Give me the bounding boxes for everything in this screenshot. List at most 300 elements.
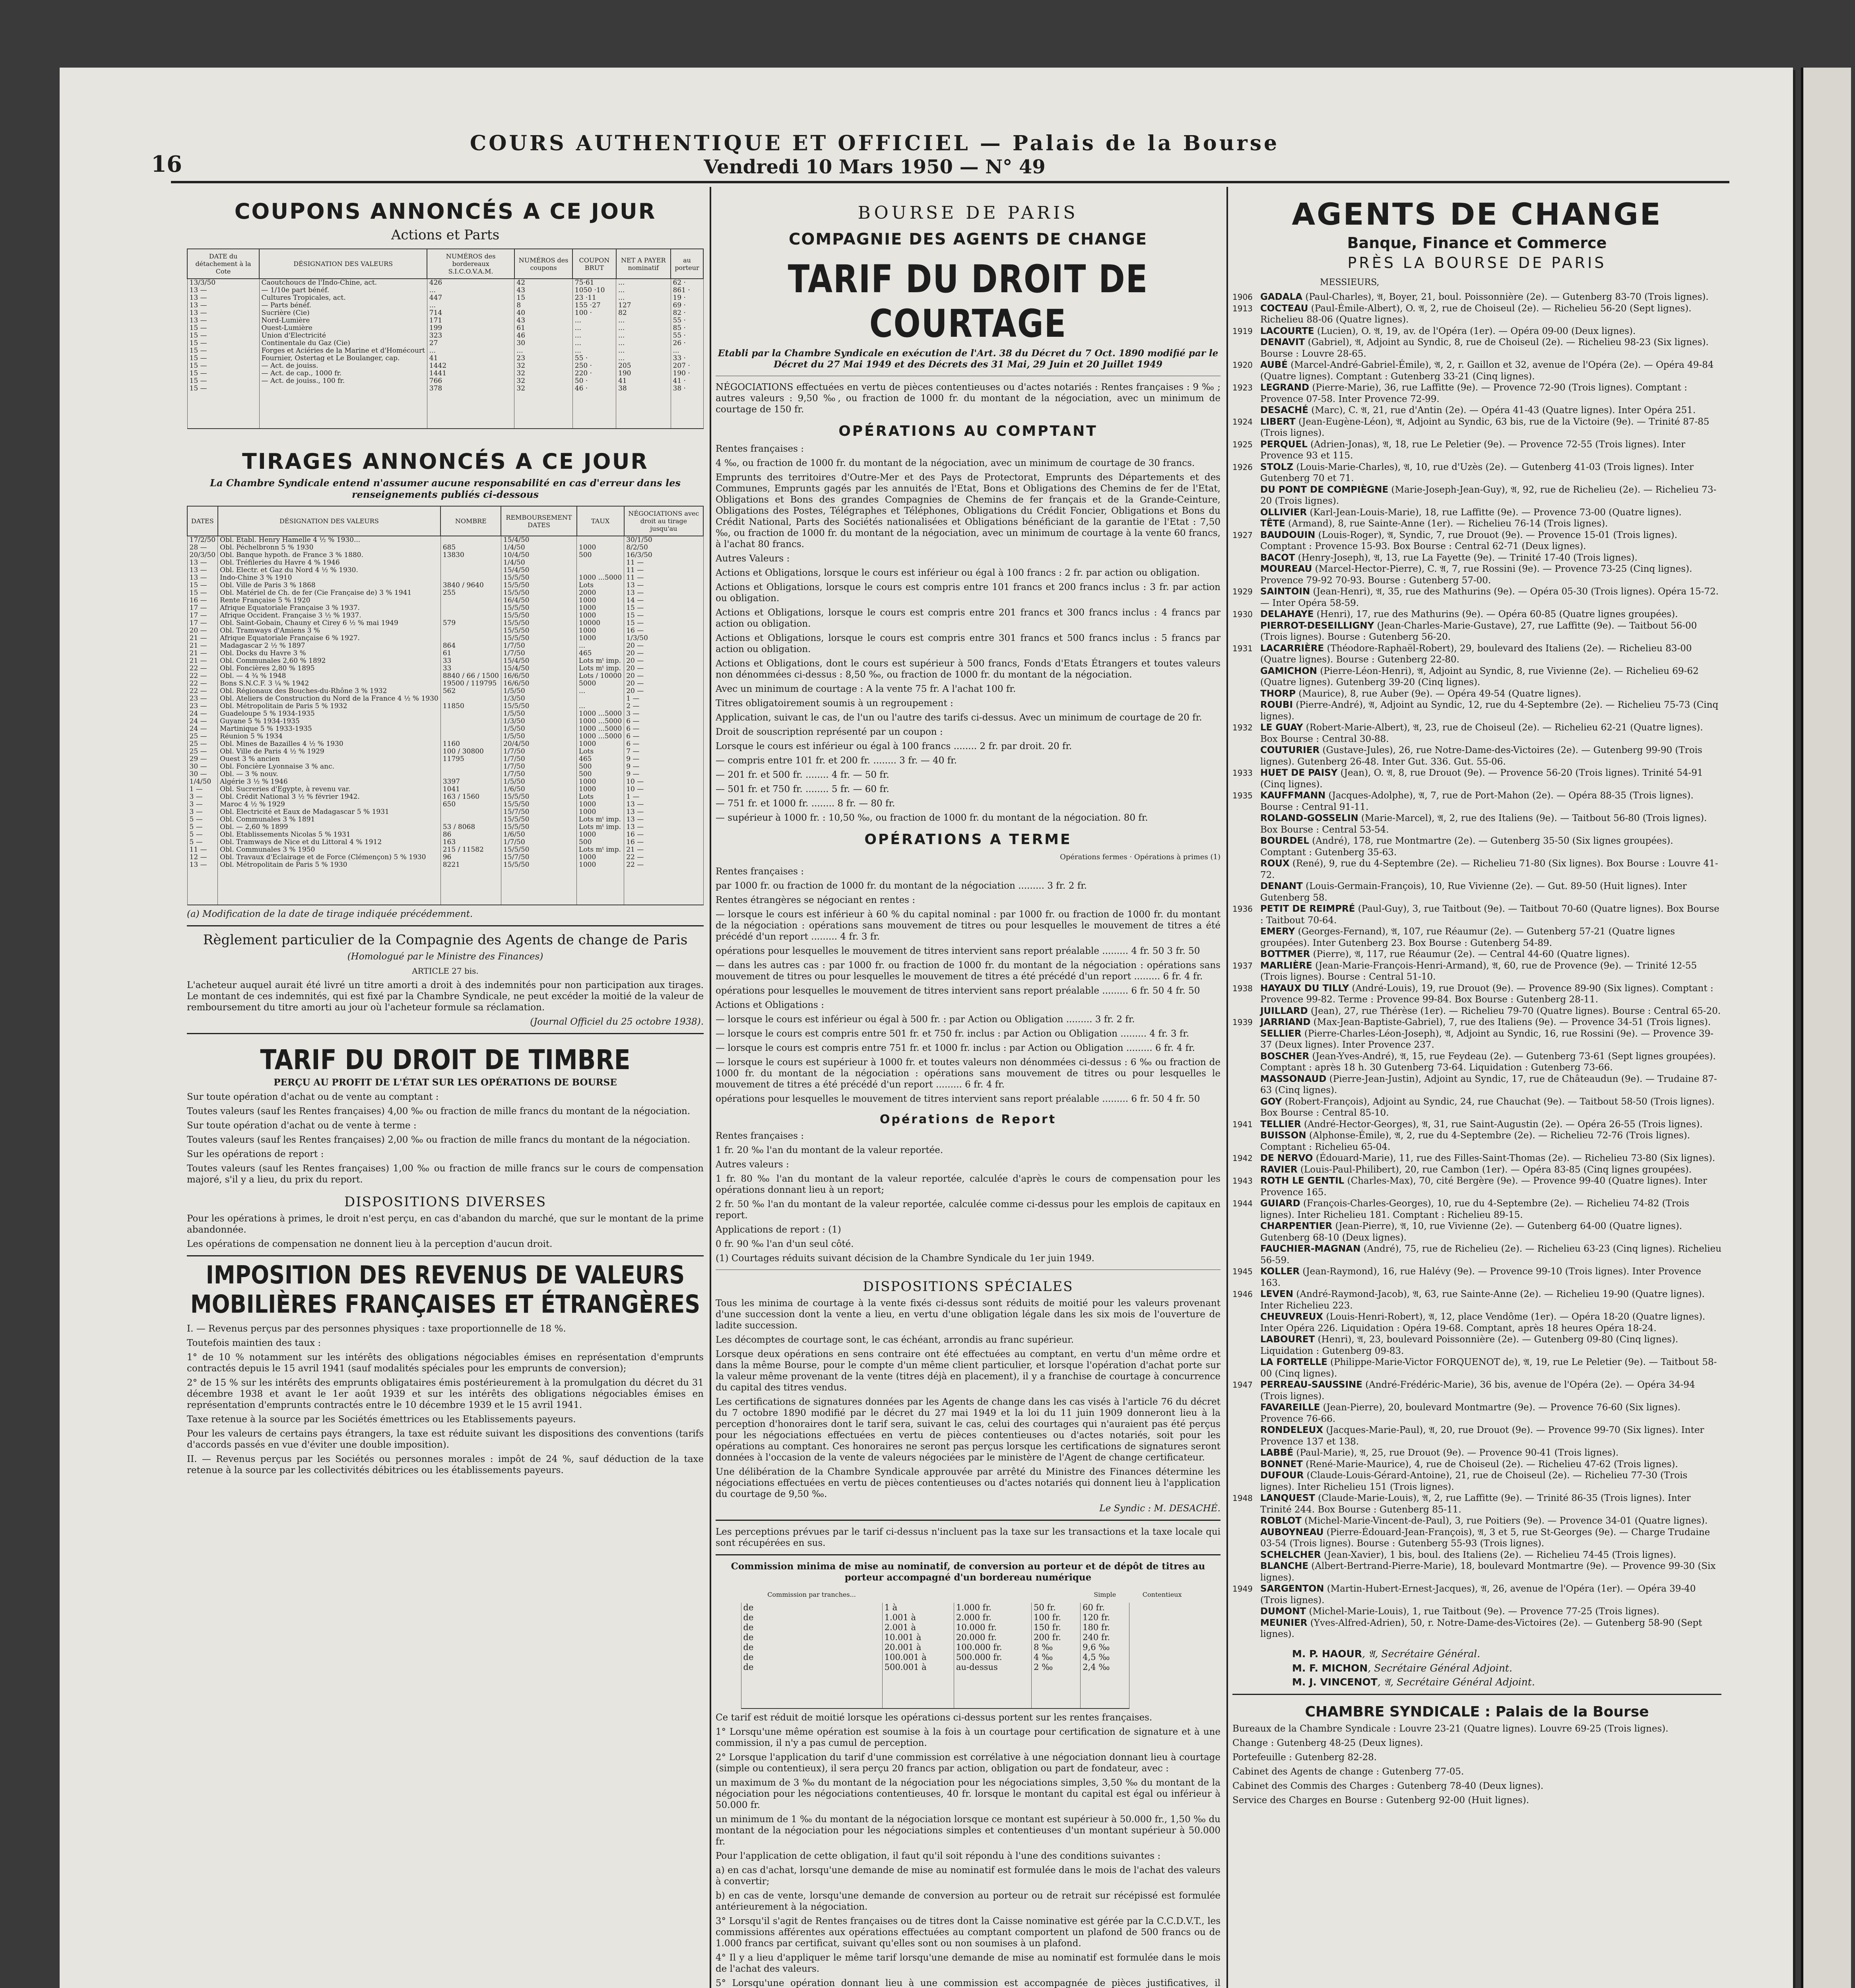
- tirages-cell: 11 —: [187, 846, 218, 854]
- tirages-cell: 15 —: [187, 582, 218, 589]
- tirages-cell: 96: [440, 854, 501, 861]
- commission-cell: 2.000 fr.: [954, 1613, 1031, 1623]
- tirages-cell: 1160: [440, 740, 501, 748]
- agent-name: LEGRAND: [1260, 382, 1310, 393]
- agent-entry: [1232, 790, 1721, 813]
- agent-entry: [1232, 1379, 1721, 1402]
- tirages-cell: Obl. — 3 % nouv.: [218, 771, 441, 778]
- coupons-cell: 23 ·11: [572, 294, 616, 302]
- tirages-cell: 21 —: [187, 650, 218, 657]
- tirages-cell: 15 —: [624, 604, 703, 612]
- agent-details: (Karl-Jean-Louis-Marie), 18, rue Laffitte (9e). — Provence 73-00 (Quatre lignes).: [1310, 507, 1682, 518]
- agent-name: LACOURTE: [1260, 326, 1314, 336]
- agent-details: (Pierre-Jean-Justin), Adjoint au Syndic, 17, rue de Châteaudun (9e). — Trudaine 87-63 (Cinq lignes).: [1260, 1074, 1717, 1095]
- coupons-cell: 41: [427, 355, 514, 362]
- agent-entry: [1232, 1515, 1721, 1527]
- tirages-cell: 13 —: [624, 582, 703, 589]
- tirages-cell: 3 —: [624, 710, 703, 718]
- tirages-cell: Obl. Etabl. Henry Hamelle 4 ½ % 1930...: [218, 536, 441, 544]
- tirages-cell: 21 —: [624, 846, 703, 854]
- tirages-cell: [440, 627, 501, 635]
- middle-column: BOURSE DE PARIS COMPAGNIE DES AGENTS DE CHANGE TARIF DU DROIT DE COURTAGE Etabli par la Chambre Syndicale en exécution de l'Art. 38 du Décret du 7 Oct. 1890 modifié par le Décret du 27 Mai 1949 et des Décrets des 31 Mai, 29 Juin et 20 Juillet 1949 NÉGOCIATIONS effectuées en vertu de pièces contentieuses ou d'actes notariés : Rentes françaises : 9 ‰ ; autres valeurs : 9,50 ‰, ou fraction de 1000 fr. du montant de la négociation, avec un minimum de courtage de 150 fr. OPÉRATIONS AU COMPTANT Rentes françaises : 4 ‰, ou fraction de 1000 fr. du montant de la négociation, avec un minimum de courtage de 30 francs. Emprunts des territoires d'Outre-Mer et des Pays de Protectorat, Emprunts des Départements et des Communes, Emprunts gagés par les annuités de l'Etat, Bons et Obligations des Chemins de fer de l'Etat, Obligations et Bons des grandes Compagnies de Chemins de fer français et de la Grande-Ceinture, Obligations des Postes, Télégraphes et Téléphones, Obligations du Crédit Foncier, Obligations et Bons du Crédit National, Parts des Sociétés nationalisées et Obligations bénéficiant de la garantie de l'Etat : 7,50 ‰, ou fraction de 1000 fr. du montant de la négociation, avec un minimum de courtage à la vente 60 francs, à l'achat 80 francs. Autres Valeurs : Actions et Obligations, lorsque le cours est inférieur ou égal à 100 francs : 2 fr. par action ou obligation. Actions et Obligations, lorsque le cours est compris entre 101 francs et 200 francs inclus : 3 fr. par action ou obligation. Actions et Obligations, lorsque le cours est compris entre 201 francs et 300 francs inclus : 4 francs par action ou obligation. Actions et Obligations, lorsque le cours est compris entre 301 francs et 500 francs inclus : 5 francs par action ou obligation. Actions et Obligations, dont le cours est supérieur à 500 francs, Fonds d'Etats Étrangers et toutes valeurs non dénommées ci-dessus : 8,50 ‰, ou fraction de 1000 fr. du montant de la négociation. Avec un minimum de courtage : A la vente 75 fr. A l'achat 100 fr. Titres obligatoirement soumis à un regroupement : Application, suivant le cas, de l'un ou l'autre des tarifs ci-dessus. Avec un minimum de courtage de 20 fr. Droit de souscription représenté par un coupon : Lorsque le cours est inférieur ou égal à 100 francs ........ 2 fr. par droit. 20 fr. — compris entre 101 fr. et 200 fr. ........ 3 fr. — 40 fr. — 201 fr. et 500 fr. ........ 4 fr. — 50 fr. — 501 fr. et 750 fr. ........ 5 fr. — 60 fr. — 751 fr. et 1000 fr. ........ 8 fr. — 80 fr. — supérieur à 1000 fr. : 10,50 ‰, ou fraction de 1000 fr. du montant de la négociation. 80 fr. OPÉRATIONS A TERME Opérations fermes · Opérations à primes (1) Rentes françaises : par 1000 fr. ou fraction de 1000 fr. du montant de la négociation ......... 3 fr. 2 fr. Rentes étrangères se négociant en rentes : — lorsque le cours est inférieur à 60 % du capital nominal : par 1000 fr. ou fraction de 1000 fr. du montant de la négociation : opérations sans mouvement de titres ou pour lesquelles le mouvement de titres a été précédé d'un report ......... 4 fr. 3 fr. opérations pour lesquelles le mouvement de titres intervient sans report préalable ......... 4 fr. 50 3 fr. 50 — dans les autres cas : par 1000 fr. ou fraction de 1000 fr. du montant de la négociation : opérations sans mouvement de titres ou pour lesquelles le mouvement de titres a été précédé d'un report ......... 6 fr. 4 fr. opérations pour lesquelles le mouvement de titres intervient sans report préalable ......... 6 fr. 50 4 fr. 50 Actions et Obligations : — lorsque le cours est inférieur ou égal à 500 fr. : par Action ou Obligation ......... 3 fr. 2 fr. — lorsque le cours est compris entre 501 fr. et 750 fr. inclus : par Action ou Obligation ......... 4 fr. 3 fr. — lorsque le cours est compris entre 751 fr. et 1000 fr. inclus : par Action ou Obligation ......... 6 fr. 4 fr. — lorsque le cours est supérieur à 1000 fr. et toutes valeurs non dénommées ci-dessus : 6 ‰ ou fraction de 1000 fr. du montant de la négociation : opérations sans mouvement de titres ou pour lesquelles le mouvement de titres a été précédé d'un report ......... 6 fr. 4 fr. opérations pour lesquelles le mouvement de titres intervient sans report préalable ......... 6 fr. 50 4 fr. 50 Opérations de Report Rentes françaises : 1 fr. 20 ‰ l'an du montant de la valeur reportée. Autres valeurs : 1 fr. 80 ‰ l'an du montant de la valeur reportée, calculée d'après le cours de compensation pour les opérations donnant lieu à un report; 2 fr. 50 ‰ l'an du montant de la valeur reportée, calculée comme ci-dessus pour les emplois de capitaux en report. Applications de report : (1) 0 fr. 90 ‰ l'an d'un seul côté. (1) Courtages réduits suivant décision de la Chambre Syndicale du 1er juin 1949. DISPOSITIONS SPÉCIALES Tous les minima de courtage à la vente fixés ci-dessus sont réduits de moitié pour les valeurs provenant d'une succession dont la vente a lieu, en vertu d'une obligation légale dans les six mois de l'ouverture de ladite succession. Les décomptes de courtage sont, le cas échéant, arrondis au franc supérieur. Lorsque deux opérations en sens contraire ont été effectuées au comptant, en vertu d'un même ordre et dans la même Bourse, pour le compte d'un même client particulier, et lorsque l'opération d'achat porte sur la valeur même provenant de la vente (titres déjà en placement), il y a franchise de courtage à concurrence du capital des titres vendus. Les certifications de signatures données par les Agents de change dans les cas visés à l'article 76 du décret du 7 octobre 1890 modifié par le décret du 27 mai 1949 et la loi du 11 juin 1909 donneront lieu à la perception d'honoraires dont le tarif sera, suivant le cas, celui des courtages qui n'auraient pas été perçus pour les négociations effectuées en vertu de pièces contentieuses ou d'actes notariés, soit pour les opérations au comptant. Ces honoraires ne seront pas perçus lorsque les certifications de signatures seront données à l'occasion de la vente de valeurs négociées par le ministère de l'Agent de change certificateur. Une délibération de la Chambre Syndicale approuvée par arrêté du Ministre des Finances détermine les négociations effectuées en vertu de pièces contentieuses ou d'actes notariés qui donnent lieu à l'application du courtage de 9,50 ‰. Le Syndic : M. DESACHÉ. Les perceptions prévues par le tarif ci-dessus n'incluent pas la taxe sur les transactions et la taxe locale qui sont récupérées en sus. Commission minima de mise au nominatif, de conversion au porteur et de dépôt de titres au porteur accompagné d'un bordereau numérique Commission par tranches... Simple Contentieux de 1 à 1.000 fr. 50 fr. 60 fr. de 1.001 à 2.000 fr. 100 fr. 120 fr. de 2.001 à 10.000 fr. 150 fr. 180 fr. de 10.001 à 20.000 fr. 200 fr. 240 fr. de 20.001 à 100.000 fr. 8 ‰ 9,6 ‰ de 100.001 à 500.000 fr. 4 ‰ 4,5 ‰ de 500.001 à au-dessus 2 ‰ 2,4 ‰ Ce tarif est réduit de moitié lorsque les opérations ci-dessus portent sur les rentes françaises. 1° Lorsqu'une même opération est soumise à la fois à un courtage pour certification de signature et à une commission, il n'y a pas cumul de perception. 2° Lorsque l'application du tarif d'une commission est corrélative à une négociation donnant lieu à courtage (simple ou contentieux), il sera perçu 20 francs par action, obligation ou part de fondateur, avec : un maximum de 3 ‰ du montant de la négociation pour les négociations simples, 3,50 ‰ du montant de la négociation pour les négociations contentieuses, 40 fr. lorsque le montant du capital est égal ou inférieur à 50.000 fr. un minimum de 1 ‰ du montant de la négociation lorsque ce montant est supérieur à 50.000 fr., 1,50 ‰ du montant de la négociation pour les négociations simples et contentieuses d'un montant supérieur à 50.000 fr. Pour l'application de cette obligation, il faut qu'il soit répondu à l'une des conditions suivantes : a) en cas d'achat, lorsqu'une demande de mise au nominatif est formulée dans le mois de l'achat des valeurs à convertir; b) en cas de vente, lorsqu'une demande de conversion au porteur ou de retrait sur récépissé est formulée antérieurement à la négociation. 3° Lorsqu'il s'agit de Rentes françaises ou de titres dont la Caisse nominative est gérée par la C.C.D.V.T., les commissions afférentes aux opérations effectuées au comptant comportent un plafond de 500 francs ou de 1.000 francs par certificat, suivant qu'elles sont ou non soumises à un plafond. 4° Il y a lieu d'appliquer le même tarif lorsqu'une demande de mise au nominatif est formulée dans le mois de l'achat des valeurs. 5° Lorsqu'une opération donnant lieu à une commission est accompagnée de pièces justificatives, il: [716, 187, 1220, 1988]
- agent-year: 1913: [1232, 303, 1253, 313]
- agent-entry: [1232, 858, 1721, 881]
- tirages-note: La Chambre Syndicale entend n'assumer aucune responsabilité en cas d'erreur dans les renseignements publiés ci-dessous: [210, 477, 681, 500]
- agent-entry: [1232, 1549, 1721, 1561]
- tirages-cell: 1/5/50: [501, 778, 576, 786]
- tirages-cell: 13 —: [187, 567, 218, 574]
- agent-details: (Jean-Xavier), 1 bis, boul. des Italiens (2e). — Richelieu 74-45 (Trois lignes).: [1323, 1549, 1676, 1560]
- coupons-cell: 15 —: [187, 385, 259, 429]
- commission-row: [741, 1623, 1195, 1633]
- timbre-body: [187, 1091, 704, 1185]
- agent-details: (Robert-Marie-Albert), 𝔄, 23, rue de Choiseul (2e). — Richelieu 62-21 (Quatre lignes). Box Bourse : Central 30-88.: [1260, 722, 1703, 744]
- coupons-row: [187, 302, 703, 309]
- coupons-cell: 27: [427, 340, 514, 347]
- coupons-cell: 1442: [427, 362, 514, 370]
- tirages-cell: Maroc 4 ½ % 1929: [218, 801, 441, 808]
- tirages-cell: [440, 710, 501, 718]
- agent-year: 1925: [1232, 439, 1253, 449]
- agent-details: (Paul-Émile-Albert), O. 𝔄, 2, rue de Choiseul (2e). — Richelieu 56-20 (Sept lignes). Richelieu 88-06 (Quatre lignes).: [1260, 303, 1692, 325]
- agent-details: (Louis-Marie-Charles), 𝔄, 10, rue d'Uzès (2e). — Gutenberg 41-03 (Trois lignes). Inter Gutenberg 70 et 71.: [1260, 462, 1694, 483]
- tirages-row: [187, 755, 703, 763]
- agent-entry: [1232, 1425, 1721, 1447]
- agent-details: (René), 9, rue du 4-Septembre (2e). — Richelieu 71-80 (Six lignes). Box Bourse : Louvre 41-72.: [1260, 858, 1718, 880]
- tirages-cell: 61: [440, 650, 501, 657]
- coupons-cell: 40: [514, 309, 572, 317]
- tirages-cell: 22 —: [187, 687, 218, 695]
- tirages-cell: Obl. Ville de Paris 4 ½ % 1929: [218, 748, 441, 755]
- souscription-line: — supérieur à 1000 fr. : 10,50 ‰, ou fraction de 1000 fr. du montant de la négociation. 80 fr.: [716, 813, 1148, 823]
- coupons-cell: 15 —: [187, 340, 259, 347]
- coupons-header: NET A PAYER nominatif: [616, 249, 671, 279]
- coupons-cell: 13 —: [187, 287, 259, 294]
- agent-name: MOUREAU: [1260, 564, 1312, 574]
- coupons-cell: 41 ·: [671, 377, 703, 385]
- tirages-cell: Obl. Ateliers de Construction du Nord de la France 4 ½ % 1930: [218, 695, 441, 703]
- report-paragraph: 0 fr. 90 ‰ l'an d'un seul côté.: [716, 1239, 854, 1249]
- tirages-row: [187, 672, 703, 680]
- signatories: [1232, 1648, 1721, 1688]
- coupons-row: [187, 279, 703, 287]
- tirages-cell: 5000: [577, 680, 624, 687]
- tirages-row: [187, 703, 703, 710]
- coupons-cell: 15: [514, 294, 572, 302]
- commission-paragraph: un minimum de 1 ‰ du montant de la négociation lorsque ce montant est supérieur à 50.000 fr., 1,50 ‰ du montant de la négociation pour les négociations simples et contentieuses d'un montant supérieur à 50.000 fr.: [716, 1814, 1220, 1847]
- tirages-cell: 25 —: [187, 740, 218, 748]
- coupons-cell: — Act. de jouiss.: [259, 362, 427, 370]
- terme-paragraph: opérations pour lesquelles le mouvement de titres intervient sans report préalable ......... 6 fr. 50 4 fr. 50: [716, 1094, 1200, 1104]
- coupons-title: COUPONS ANNONCÉS A CE JOUR: [234, 199, 656, 224]
- coupons-cell: ...: [427, 347, 514, 355]
- agent-entry: [1232, 291, 1721, 303]
- coupons-cell: 207 ·: [671, 362, 703, 370]
- coupons-cell: ...: [572, 340, 616, 347]
- tirages-cell: 3 —: [187, 793, 218, 801]
- tirages-cell: 8221: [440, 861, 501, 905]
- terme-body: [716, 866, 1220, 1105]
- tirages-cell: 15/4/50: [501, 567, 576, 574]
- agent-name: BOURDEL: [1260, 836, 1309, 846]
- coupons-cell: ...: [572, 317, 616, 324]
- agent-name: ROUBI: [1260, 700, 1293, 710]
- tirages-cell: 500: [577, 771, 624, 778]
- tirages-cell: Lots mᵗ imp.: [577, 665, 624, 672]
- coupons-cell: 171: [427, 317, 514, 324]
- tirages-row: [187, 559, 703, 567]
- agent-year: 1945: [1232, 1267, 1253, 1276]
- agent-entry: [1232, 337, 1721, 359]
- commission-cell: 9,6 ‰: [1081, 1642, 1129, 1652]
- agent-name: GUIARD: [1260, 1198, 1300, 1209]
- agent-entry: [1232, 1006, 1721, 1017]
- souscription-line: Lorsque le cours est inférieur ou égal à 100 francs ........ 2 fr. par droit. 20 fr.: [716, 741, 1072, 751]
- agent-year: 1943: [1232, 1176, 1253, 1186]
- agent-entry: [1232, 666, 1721, 688]
- coupons-cell: ...: [427, 287, 514, 294]
- tirages-cell: Afrique Equatoriale Française 3 % 1937.: [218, 604, 441, 612]
- commission-cell: 1 à: [882, 1603, 954, 1613]
- chambre-line: Portefeuille : Gutenberg 82-28.: [1232, 1752, 1377, 1763]
- tirages-cell: Obl. Communales 3 % 1891: [218, 816, 441, 823]
- tirages-row: [187, 635, 703, 642]
- comptant-body: [716, 443, 1220, 723]
- terme-title: OPÉRATIONS A TERME: [864, 831, 1072, 848]
- tirages-row: [187, 536, 703, 544]
- tirages-cell: [440, 695, 501, 703]
- reglement-source: (Journal Officiel du 25 octobre 1938).: [530, 1017, 704, 1027]
- report-paragraph: Autres valeurs :: [716, 1159, 789, 1170]
- tirages-cell: 15/5/50: [501, 589, 576, 597]
- agent-entry: [1232, 903, 1721, 926]
- agent-details: (Georges-Fernand), 𝔄, 107, rue Réaumur (2e). — Gutenberg 57-21 (Quatre lignes groupées). Inter Gutenberg 23. Box Bourse : Gutenberg 54-89.: [1260, 926, 1675, 948]
- coupons-cell: 82 ·: [671, 309, 703, 317]
- commission-cell: 60 fr.: [1081, 1603, 1129, 1613]
- agent-year: 1935: [1232, 791, 1253, 800]
- tirages-cell: [440, 635, 501, 642]
- commission-cell: 120 fr.: [1081, 1613, 1129, 1623]
- commission-cell: 2 ‰: [1032, 1662, 1081, 1708]
- agent-entry: [1232, 1447, 1721, 1459]
- report-body: [716, 1130, 1220, 1264]
- tirages-row: [187, 808, 703, 816]
- coupons-table: [187, 248, 704, 429]
- agent-entry: [1232, 688, 1721, 700]
- tirages-cell: [440, 725, 501, 733]
- tirages-cell: Rente Française 5 % 1920: [218, 597, 441, 604]
- timbre-title: TARIF DU DROIT DE TIMBRE: [260, 1044, 631, 1076]
- tirages-cell: 1000: [577, 597, 624, 604]
- agent-name: JUILLARD: [1260, 1006, 1308, 1016]
- tirages-row: [187, 582, 703, 589]
- tirages-cell: 15/5/50: [501, 619, 576, 627]
- tirages-cell: 17 —: [187, 612, 218, 619]
- commission-paragraph: 3° Lorsqu'il s'agit de Rentes françaises ou de titres dont la Caisse nominative est gérée par la C.C.D.V.T., les commissions afférentes aux opérations effectuées au comptant comportent un plafond de 500 francs ou de 1.000 francs par certificat, suivant qu'elles sont ou non soumises à un plafond.: [716, 1916, 1220, 1949]
- signatory: [1292, 1676, 1721, 1688]
- tirages-cell: 22 —: [187, 672, 218, 680]
- coupons-cell: Union d'Électricité: [259, 332, 427, 340]
- terme-paragraph: opérations pour lesquelles le mouvement de titres intervient sans report préalable ......... 6 fr. 50 4 fr. 50: [716, 986, 1200, 996]
- report-paragraph: 1 fr. 20 ‰ l'an du montant de la valeur reportée.: [716, 1145, 943, 1155]
- reglement-article: ARTICLE 27 bis.: [412, 966, 479, 976]
- tirages-cell: Obl. — 4 ¾ % 1948: [218, 672, 441, 680]
- tirages-row: [187, 665, 703, 672]
- agent-name: DENAVIT: [1260, 337, 1305, 348]
- tirages-cell: 13830: [440, 551, 501, 559]
- tirages-cell: 1000: [577, 801, 624, 808]
- agent-entry: [1232, 359, 1721, 382]
- agent-details: (Adrien-Jonas), 𝔄, 18, rue Le Peletier (9e). — Provence 72-55 (Trois lignes). Inter Provence 93 et 115.: [1260, 439, 1686, 461]
- coupons-cell: 55 ·: [671, 332, 703, 340]
- agent-details: (Michel-Marie-Vincent-de-Paul), 3, rue Poitiers (9e). — Provence 34-01 (Quatre lignes).: [1304, 1516, 1708, 1526]
- tirages-cell: Lots mᵗ imp.: [577, 816, 624, 823]
- coupons-cell: 69 ·: [671, 302, 703, 309]
- commission-row: [741, 1662, 1195, 1708]
- tirages-row: [187, 650, 703, 657]
- tirages-cell: 15/7/50: [501, 854, 576, 861]
- agent-details: (Pierre), 𝔄, 117, rue Réaumur (2e). — Central 44-60 (Quatre lignes).: [1313, 949, 1630, 959]
- agent-entry: [1232, 462, 1721, 484]
- tirages-cell: Obl. Banque hypoth. de France 3 % 1880.: [218, 551, 441, 559]
- agent-year: 1929: [1232, 587, 1253, 596]
- imposition-paragraph: Taxe retenue à la source par les Sociétés émettrices ou les Etablissements payeurs.: [187, 1414, 576, 1425]
- coupons-cell: Forges et Aciéries de la Marine et d'Homécourt: [259, 347, 427, 355]
- coupons-row: [187, 362, 703, 370]
- agent-details: (Maurice), 8, rue Auber (9e). — Opéra 49-54 (Quatre lignes).: [1298, 688, 1581, 699]
- tirages-cell: [440, 559, 501, 567]
- tirages-cell: 20 —: [624, 665, 703, 672]
- agent-name: FAVAREILLE: [1260, 1402, 1320, 1413]
- souscription-line: Droit de souscription représenté par un coupon :: [716, 727, 943, 737]
- tirages-cell: 215 / 11582: [440, 846, 501, 854]
- signatory-name: M. J. VINCENOT: [1292, 1676, 1378, 1688]
- imposition-body: [187, 1323, 704, 1476]
- column-divider-2: [1226, 187, 1228, 1988]
- agent-entry: [1232, 949, 1721, 960]
- tirages-cell: Lots mᵗ imp.: [577, 823, 624, 831]
- tirages-cell: 1000: [577, 778, 624, 786]
- commission-row: [741, 1652, 1195, 1662]
- tirages-cell: 1000: [577, 854, 624, 861]
- commission-cell: 50 fr.: [1032, 1603, 1081, 1613]
- agent-details: (Yves-Alfred-Adrien), 50, r. Notre-Dame-des-Victoires (2e). — Gutenberg 58-90 (Sept lignes).: [1260, 1617, 1702, 1639]
- agent-details: (Paul-Guy), 3, rue Taitbout (9e). — Taitbout 70-60 (Quatre lignes). Box Bourse : Taitbout 70-64.: [1260, 904, 1719, 926]
- agent-entry: [1232, 835, 1721, 858]
- terme-paragraph: Rentes étrangères se négociant en rentes :: [716, 895, 916, 905]
- tirages-cell: 16/6/50: [501, 680, 576, 687]
- agent-entry: [1232, 745, 1721, 767]
- tirages-row: [187, 657, 703, 665]
- tirages-row: [187, 831, 703, 839]
- tirages-cell: [440, 612, 501, 619]
- agents-subtitle-2: PRÈS LA BOURSE DE PARIS: [1347, 254, 1607, 272]
- agent-details: (Louis-Roger), 𝔄, Syndic, 7, rue Drouot (9e). — Provence 15-01 (Trois lignes). Comptant : Provence 15-93. Box Bourse : Central 62-71 (Deux lignes).: [1260, 530, 1678, 551]
- coupons-cell: 43: [514, 317, 572, 324]
- tirages-row: [187, 771, 703, 778]
- tirages-cell: Ouest 3 % ancien: [218, 755, 441, 763]
- agent-name: PERQUEL: [1260, 439, 1308, 450]
- comptant-paragraph: Autres Valeurs :: [716, 553, 790, 564]
- tirages-cell: 21 —: [187, 657, 218, 665]
- agent-entry: [1232, 530, 1721, 552]
- tirages-cell: 20/3/50: [187, 551, 218, 559]
- coupons-cell: ...: [427, 302, 514, 309]
- terme-paragraph: — lorsque le cours est inférieur à 60 % du capital nominal : par 1000 fr. ou fraction de 1000 fr. du montant de la négociation : opérations sans mouvement de titres ou pour lesquelles le mouvement de titres a été précédé d'un report ......... 4 fr. 3 fr.: [716, 909, 1220, 942]
- tirages-cell: Bons S.N.C.F. 3 ¼ % 1942: [218, 680, 441, 687]
- commission-cell: 2.001 à: [882, 1623, 954, 1633]
- commission-paragraph: 5° Lorsqu'une opération donnant lieu à une commission est accompagnée de pièces justificatives, il: [716, 1978, 1220, 1988]
- tirages-cell: 9 —: [624, 755, 703, 763]
- column-divider-1: [710, 187, 711, 1988]
- coupons-cell: 85 ·: [671, 324, 703, 332]
- tirages-cell: Indo-Chine 3 % 1910: [218, 574, 441, 582]
- tirages-cell: 5 —: [187, 839, 218, 846]
- tirages-cell: 15/5/50: [501, 816, 576, 823]
- agent-details: (André), 75, rue de Richelieu (2e). — Richelieu 63-23 (Cinq lignes). Richelieu 56-59.: [1260, 1244, 1721, 1266]
- terme-col-fermes: Opérations fermes: [1060, 853, 1127, 861]
- commission-cell: 240 fr.: [1081, 1633, 1129, 1642]
- agent-details: (Charles-Max), 70, cité Bergère (9e). — Provence 99-40 (Quatre lignes). Inter Provence 165.: [1260, 1176, 1707, 1198]
- tirages-cell: 1/7/50: [501, 748, 576, 755]
- tirages-cell: 3840 / 9640: [440, 582, 501, 589]
- agent-details: (Armand), 8, rue Sainte-Anne (1er). — Richelieu 76-14 (Trois lignes).: [1288, 518, 1608, 529]
- agent-entry: [1232, 1221, 1721, 1243]
- agent-entry: [1232, 699, 1721, 722]
- tirages-cell: 10000: [577, 619, 624, 627]
- coupons-cell: 55 ·: [572, 355, 616, 362]
- agent-details: (Claude-Marie-Louis), 𝔄, 2, rue Laffitte (9e). — Trinité 86-35 (Trois lignes). Inter Trinité 244. Box Bourse : Gutenberg 85-11.: [1260, 1493, 1691, 1515]
- tirages-cell: [577, 695, 624, 703]
- tirages-row: [187, 589, 703, 597]
- tirages-cell: Obl. Métropolitain de Paris 5 % 1932: [218, 703, 441, 710]
- tirages-cell: 20 —: [624, 680, 703, 687]
- agent-name: DELAHAYE: [1260, 609, 1314, 619]
- tirages-row: [187, 695, 703, 703]
- coupons-cell: ...: [616, 294, 671, 302]
- agent-name: DUFOUR: [1260, 1470, 1304, 1481]
- souscription-line: — 201 fr. et 500 fr. ........ 4 fr. — 50 fr.: [716, 770, 889, 780]
- tirages-cell: Afrique Occident. Française 3 ½ % 1937.: [218, 612, 441, 619]
- coupons-cell: ...: [616, 324, 671, 332]
- coupons-row: [187, 332, 703, 340]
- tirages-cell: 28 —: [187, 544, 218, 551]
- terme-paragraph: — lorsque le cours est supérieur à 1000 fr. et toutes valeurs non dénommées ci-dessus : 6 ‰ ou fraction de 1000 fr. du montant de la négociation : opérations sans mouvement de titres ou pour lesquelles le mouvement de titres a été précédé d'un report ......... 6 fr. 4 fr.: [716, 1057, 1220, 1090]
- tirages-cell: 1000: [577, 786, 624, 793]
- tirages-row: [187, 748, 703, 755]
- tirages-row: [187, 687, 703, 695]
- coupons-cell: 323: [427, 332, 514, 340]
- tirages-cell: 17/2/50: [187, 536, 218, 544]
- agent-details: (Pierre-Léon-Henri), 𝔄, Adjoint au Syndic, 8, rue Vivienne (2e). — Richelieu 69-62 (Quatre lignes). Gutenberg 39-20 (Cinq lignes).: [1260, 666, 1699, 687]
- tirages-cell: 500: [577, 551, 624, 559]
- agent-entry: [1232, 1153, 1721, 1164]
- commission-cell: 10.001 à: [882, 1633, 954, 1642]
- tirages-row: [187, 793, 703, 801]
- coupons-cell: 46: [514, 332, 572, 340]
- chambre-line: Change : Gutenberg 48-25 (Deux lignes).: [1232, 1738, 1423, 1748]
- tirages-cell: 20 —: [624, 687, 703, 695]
- coupons-cell: 61: [514, 324, 572, 332]
- tirages-cell: 20 —: [624, 650, 703, 657]
- tirages-row: [187, 612, 703, 619]
- agent-name: BOSCHER: [1260, 1051, 1310, 1062]
- comptant-paragraph: Avec un minimum de courtage : A la vente 75 fr. A l'achat 100 fr.: [716, 684, 1016, 694]
- speciales-paragraph: Tous les minima de courtage à la vente fixés ci-dessus sont réduits de moitié pour les valeurs provenant d'une succession dont la vente a lieu, en vertu d'une obligation légale dans les six mois de l'ouverture de ladite succession.: [716, 1298, 1220, 1331]
- coupons-cell: Continentale du Gaz (Cie): [259, 340, 427, 347]
- agent-entry: [1232, 1119, 1721, 1130]
- tirages-cell: ...: [577, 703, 624, 710]
- commission-cell: 200 fr.: [1032, 1633, 1081, 1642]
- agent-year: 1942: [1232, 1153, 1253, 1163]
- tirages-cell: 1/3/50: [624, 635, 703, 642]
- commission-cell: 1.001 à: [882, 1613, 954, 1623]
- tirages-cell: 8/2/50: [624, 544, 703, 551]
- agent-entry: [1232, 1470, 1721, 1493]
- agent-name: FAUCHIER-MAGNAN: [1260, 1244, 1361, 1254]
- agent-name: BLANCHE: [1260, 1561, 1309, 1571]
- agent-name: STOLZ: [1260, 462, 1294, 472]
- terme-col-primes: Opérations à primes (1): [1134, 853, 1220, 861]
- tirages-cell: 8840 / 66 / 1500: [440, 672, 501, 680]
- agent-details: (Pierre-Charles-Léon-Joseph), 𝔄, Adjoint au Syndic, 16, rue Rossini (9e). — Provence 39-37 (Deux lignes). Inter Provence 237.: [1260, 1028, 1714, 1050]
- agent-entry: [1232, 518, 1721, 530]
- tirages-cell: 29 —: [187, 755, 218, 763]
- coupons-row: [187, 324, 703, 332]
- agent-details: (Alphonse-Émile), 𝔄, 2, rue du 4-Septembre (2e). — Richelieu 72-76 (Trois lignes). Comptant : Richelieu 65-04.: [1260, 1130, 1690, 1152]
- agent-year: 1930: [1232, 610, 1253, 619]
- agent-entry: [1232, 1617, 1721, 1640]
- agent-entry: [1232, 439, 1721, 462]
- comptant-paragraph: Actions et Obligations, lorsque le cours est compris entre 101 francs et 200 francs inclus : 3 fr. par action ou obligation.: [716, 582, 1220, 604]
- agent-entry: [1232, 1311, 1721, 1334]
- agent-year: 1924: [1232, 417, 1253, 427]
- tirages-cell: 20/4/50: [501, 740, 576, 748]
- agent-year: 1937: [1232, 961, 1253, 971]
- tirages-cell: Algérie 3 ½ % 1946: [218, 778, 441, 786]
- commission-col-contentieux: Contentieux: [1142, 1591, 1182, 1598]
- agent-name: LIBERT: [1260, 416, 1296, 427]
- tirages-cell: 24 —: [187, 718, 218, 725]
- coupons-subtitle: Actions et Parts: [391, 227, 500, 243]
- comptant-paragraph: Application, suivant le cas, de l'un ou l'autre des tarifs ci-dessus. Avec un minimum de courtage de 20 fr.: [716, 712, 1202, 723]
- signatory: [1292, 1648, 1721, 1660]
- coupons-cell: 447: [427, 294, 514, 302]
- terme-paragraph: Actions et Obligations :: [716, 1000, 824, 1010]
- comptant-title: OPÉRATIONS AU COMPTANT: [838, 423, 1098, 439]
- tirages-row: [187, 763, 703, 771]
- coupons-cell: 15 —: [187, 355, 259, 362]
- commission-row: [741, 1613, 1195, 1623]
- terme-paragraph: par 1000 fr. ou fraction de 1000 fr. du montant de la négociation ......... 3 fr. 2 fr.: [716, 881, 1087, 891]
- tirages-cell: 20 —: [624, 672, 703, 680]
- agent-name: ROLAND-GOSSELIN: [1260, 813, 1358, 823]
- agent-details: (Robert-François), Adjoint au Syndic, 24, rue Chauchat (9e). — Taitbout 58-50 (Trois lignes). Box Bourse : Central 85-10.: [1260, 1096, 1715, 1118]
- divider: [187, 925, 704, 926]
- tirages-cell: 1041: [440, 786, 501, 793]
- terme-paragraph: Rentes françaises :: [716, 866, 804, 877]
- coupons-row: [187, 294, 703, 302]
- commission-label: Commission par tranches...: [767, 1591, 856, 1598]
- agent-details: (Paul-Charles), 𝔄, Boyer, 21, boul. Poissonnière (2e). — Gutenberg 83-70 (Trois lignes).: [1305, 292, 1709, 302]
- tirages-cell: 16/3/50: [624, 551, 703, 559]
- coupons-cell: 100 ·: [572, 309, 616, 317]
- agent-name: PETIT DE REIMPRÉ: [1260, 904, 1355, 914]
- agent-name: GADALA: [1260, 292, 1303, 302]
- tirages-cell: 19500 / 119795: [440, 680, 501, 687]
- agent-name: LE GUAY: [1260, 722, 1303, 733]
- tirages-cell: 22 —: [624, 854, 703, 861]
